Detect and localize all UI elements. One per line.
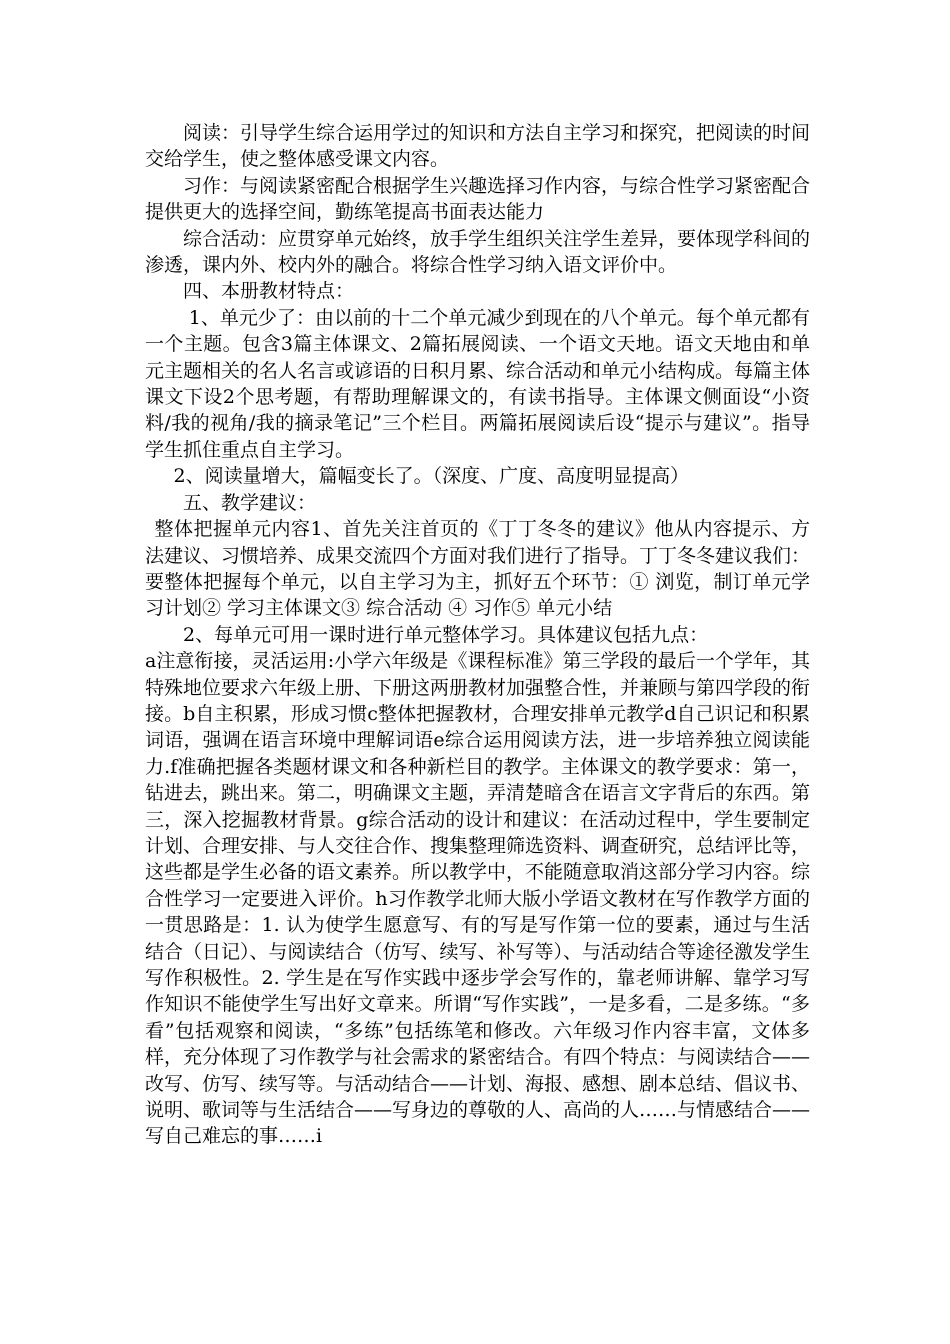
heading-teaching-suggestions: 五、教学建议：	[183, 491, 317, 514]
paragraph-writing: 习作：与阅读紧密配合根据学生兴趣选择习作内容，与综合性学习紧密配合提供更大的选择空间，勤练笔提高书面表达能力	[145, 174, 811, 224]
paragraph-feature-units: 1、单元少了：由以前的十二个单元减少到现在的八个单元。每个单元都有一个主题。包含3篇主体课文、2篇拓展阅读、一个语文天地。语文天地由和单元主题相关的名人名言或谚语的日积月累、综合活动和单元小结构成。每篇主体课文下设2个思考题，有帮助理解课文的，有读书指导。主体课文侧面设“小资料/我的视角/我的摘录笔记”三个栏目。两篇拓展阅读后设“提示与建议”。指导学生抓住重点自主学习。	[145, 306, 811, 461]
document-page	[145, 120, 810, 1150]
heading-textbook-features: 四、本册教材特点：	[183, 280, 355, 303]
paragraph-suggestion-unit-study: 2、每单元可用一课时进行单元整体学习。具体建议包括九点：	[183, 623, 709, 646]
paragraph-reading: 阅读：引导学生综合运用学过的知识和方法自主学习和探究，把阅读的时间交给学生，使之整体感受课文内容。	[145, 122, 811, 171]
paragraph-feature-reading: 2、阅读量增大，篇幅变长了。（深度、广度、高度明显提高）	[173, 465, 690, 488]
paragraph-suggestion-details: a注意衔接，灵活运用:小学六年级是《课程标准》第三学段的最后一个学年，其特殊地位要求六年级上册、下册这两册教材加强整合性，并兼顾与第四学段的衔接。b自主积累，形成习惯c整体把握教材，合理安排单元教学d自己识记和积累词语，强调在语言环境中理解词语e综合运用阅读方法，进一步培养独立阅读能力.f准确把握各类题材课文和各种新栏目的教学。主体课文的教学要求：第一，钻进去，跳出来。第二，明确课文主题，弄清楚暗含在语言文字背后的东西。第三，深入挖掘教材背景。g综合活动的设计和建议：在活动过程中，学生要制定计划、合理安排、与人交往合作、搜集整理筛选资料、调查研究，总结评比等，这些都是学生必备的语文素养。所以教学中，不能随意取消这部分学习内容。综合性学习一定要进入评价。h习作教学北师大版小学语文教材在写作教学方面的一贯思路是：1. 认为使学生愿意写、有的写是写作第一位的要素，通过与生活结合（日记）、与阅读结合（仿写、续写、补写等）、与活动结合等途径激发学生写作积极性。2. 学生是在写作实践中逐步学会写作的，靠老师讲解、靠学习写作知识不能使学生写出好文章来。所谓“写作实践”，一是多看，二是多练。“多看”包括观察和阅读，“多练”包括练笔和修改。六年级习作内容丰富，文体多样，充分体现了习作教学与社会需求的紧密结合。有四个特点：与阅读结合——改写、仿写、续写等。与活动结合——计划、海报、感想、剧本总结、倡议书、说明、歌词等与生活结合——写身边的尊敬的人、高尚的人……与情感结合——写自己难忘的事……i	[145, 650, 811, 1148]
paragraph-suggestion-overview: 整体把握单元内容1、首先关注首页的《丁丁冬冬的建议》他从内容提示、方法建议、习惯培养、成果交流四个方面对我们进行了指导。丁丁冬冬建议我们：要整体把握每个单元，以自主学习为主，抓好五个环节：① 浏览，制订单元学习计划② 学习主体课文③ 综合活动 ④ 习作⑤ 单元小结	[145, 518, 811, 620]
paragraph-activities: 综合活动：应贯穿单元始终，放手学生组织关注学生差异，要体现学科间的渗透，课内外、校内外的融合。将综合性学习纳入语文评价中。	[145, 227, 811, 277]
